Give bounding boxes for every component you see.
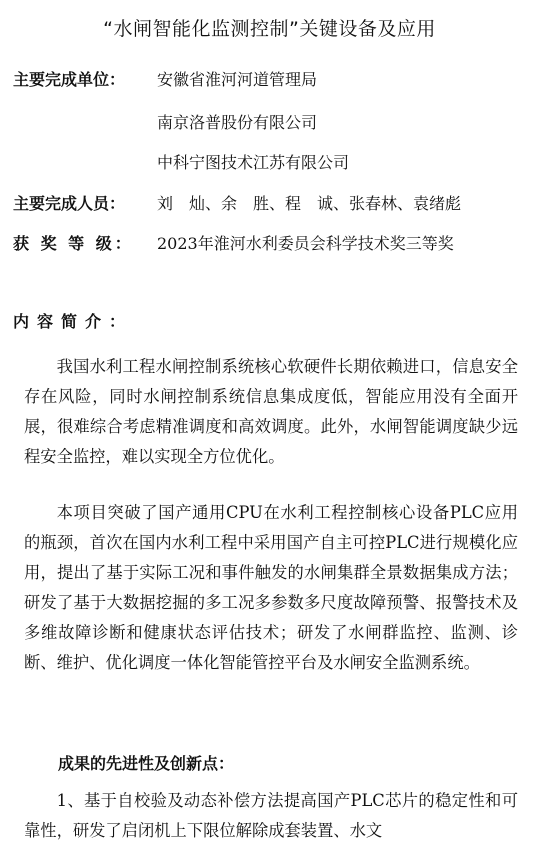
unit-item: 中科宁图技术江苏有限公司 [157,153,350,172]
unit-item: 安徽省淮河河道管理局 [157,70,318,89]
units-row [13,70,125,90]
intro-heading: 内容简介： [13,312,134,331]
innovation-paragraph: 1、基于自校验及动态补偿方法提高国产PLC芯片的稳定性和可靠性，研发了启闭机上下限位解除成套装置、水文 [24,791,518,840]
award-label: 获 奖 等 级： [13,234,134,253]
people-row [13,194,125,214]
award-row [13,234,134,254]
unit-item: 南京洛普股份有限公司 [157,113,318,132]
innovation-heading: 成果的先进性及创新点： [58,754,235,773]
units-label: 主要完成单位： [13,70,126,89]
page-title: “水闸智能化监测控制”关键设备及应用 [103,18,436,40]
people-value: 刘 灿、余 胜、程 诚、张春林、袁绪彪 [157,194,462,213]
intro-paragraph: 我国水利工程水闸控制系统核心软硬件长期依赖进口，信息安全存在风险，同时水闸控制系统信息集成度低，智能应用没有全面开展，很难综合考虑精准调度和高效调度。此外，水闸智能调度缺少远程安全监控，难以实现全方位优化。 [24,357,518,466]
award-value: 2023年淮河水利委员会科学技术奖三等奖 [157,234,454,253]
people-label: 主要完成人员： [13,194,126,213]
intro-paragraph: 本项目突破了国产通用CPU在水利工程控制核心设备PLC应用的瓶颈，首次在国内水利工程中采用国产自主可控PLC进行规模化应用，提出了基于实际工况和事件触发的水闸集群全景数据集成方法；研发了基于大数据挖掘的多工况多参数多尺度故障预警、报警技术及多维故障诊断和健康状态评估技术；研发了水闸群监控、监测、诊断、维护、优化调度一体化智能管控平台及水闸安全监测系统。 [24,503,518,672]
